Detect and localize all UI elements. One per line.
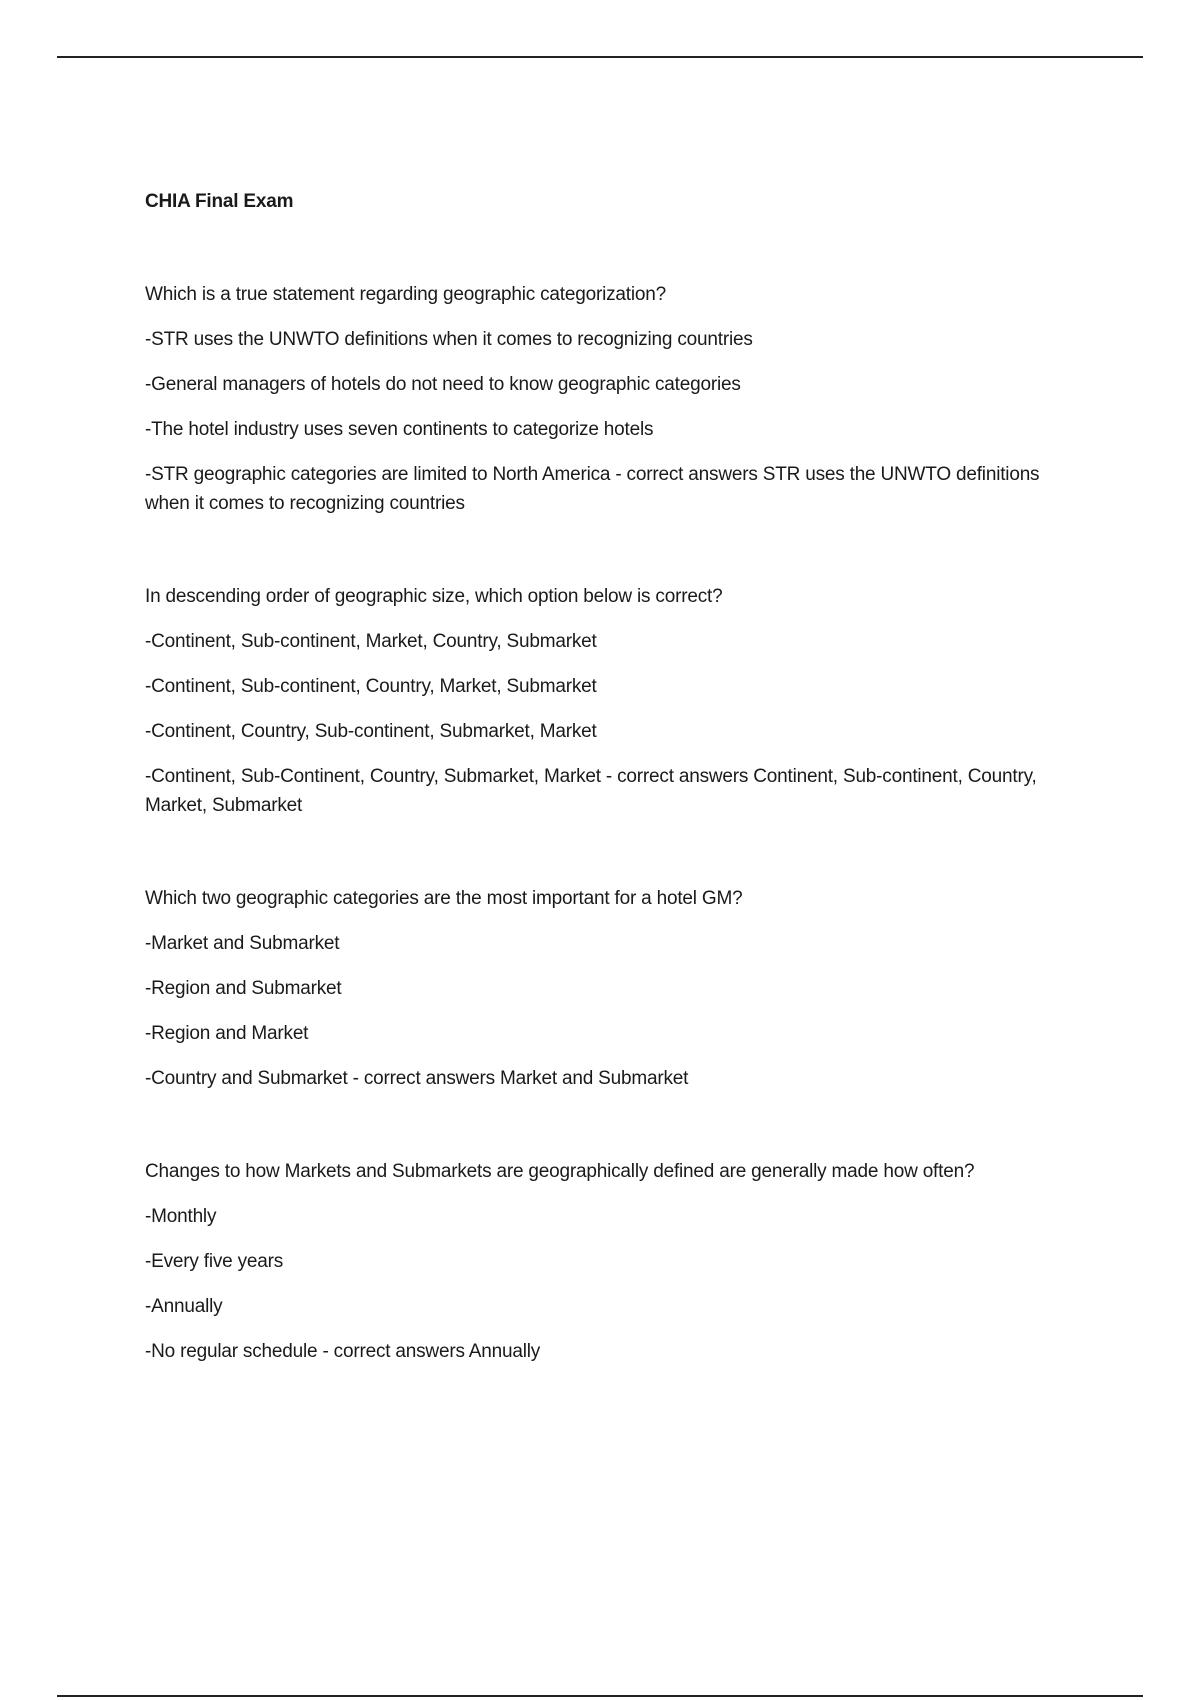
answer-option: -Region and Submarket [145,978,342,999]
answer-option: -Market and Submarket [145,933,340,954]
answer-option: -Annually [145,1296,223,1317]
answer-option-with-correct-answer: -Continent, Sub-Continent, Country, Submarket, Market - correct answers Continent, Sub-continent, Country, Market, Submarket [145,766,1037,816]
question-prompt: In descending order of geographic size, which option below is correct? [145,586,723,607]
header-rule [57,56,1143,58]
document-title: CHIA Final Exam [145,191,294,212]
answer-option-with-correct-answer: -Country and Submarket - correct answers Market and Submarket [145,1068,689,1089]
answer-option: -Continent, Country, Sub-continent, Submarket, Market [145,721,597,742]
answer-option: -STR uses the UNWTO definitions when it comes to recognizing countries [145,329,753,350]
question-prompt: Which is a true statement regarding geographic categorization? [145,284,666,305]
question-prompt: Changes to how Markets and Submarkets are geographically defined are generally made how often? [145,1161,975,1182]
answer-option: -Every five years [145,1251,284,1272]
question-prompt: Which two geographic categories are the most important for a hotel GM? [145,888,743,909]
question-block [145,884,1065,1093]
question-block [145,280,1065,518]
answer-option: -Continent, Sub-continent, Market, Country, Submarket [145,631,597,652]
footer-rule [57,1695,1143,1697]
answer-option: -The hotel industry uses seven continents to categorize hotels [145,419,654,440]
question-block [145,1157,1065,1366]
question-block [145,582,1065,820]
document-body [145,190,1065,1430]
answer-option: -General managers of hotels do not need to know geographic categories [145,374,741,395]
answer-option-with-correct-answer: -STR geographic categories are limited to North America - correct answers STR uses the UNWTO definitions when it comes to recognizing countries [145,464,1040,514]
answer-option: -Monthly [145,1206,217,1227]
answer-option-with-correct-answer: -No regular schedule - correct answers Annually [145,1341,541,1362]
answer-option: -Region and Market [145,1023,309,1044]
answer-option: -Continent, Sub-continent, Country, Market, Submarket [145,676,597,697]
